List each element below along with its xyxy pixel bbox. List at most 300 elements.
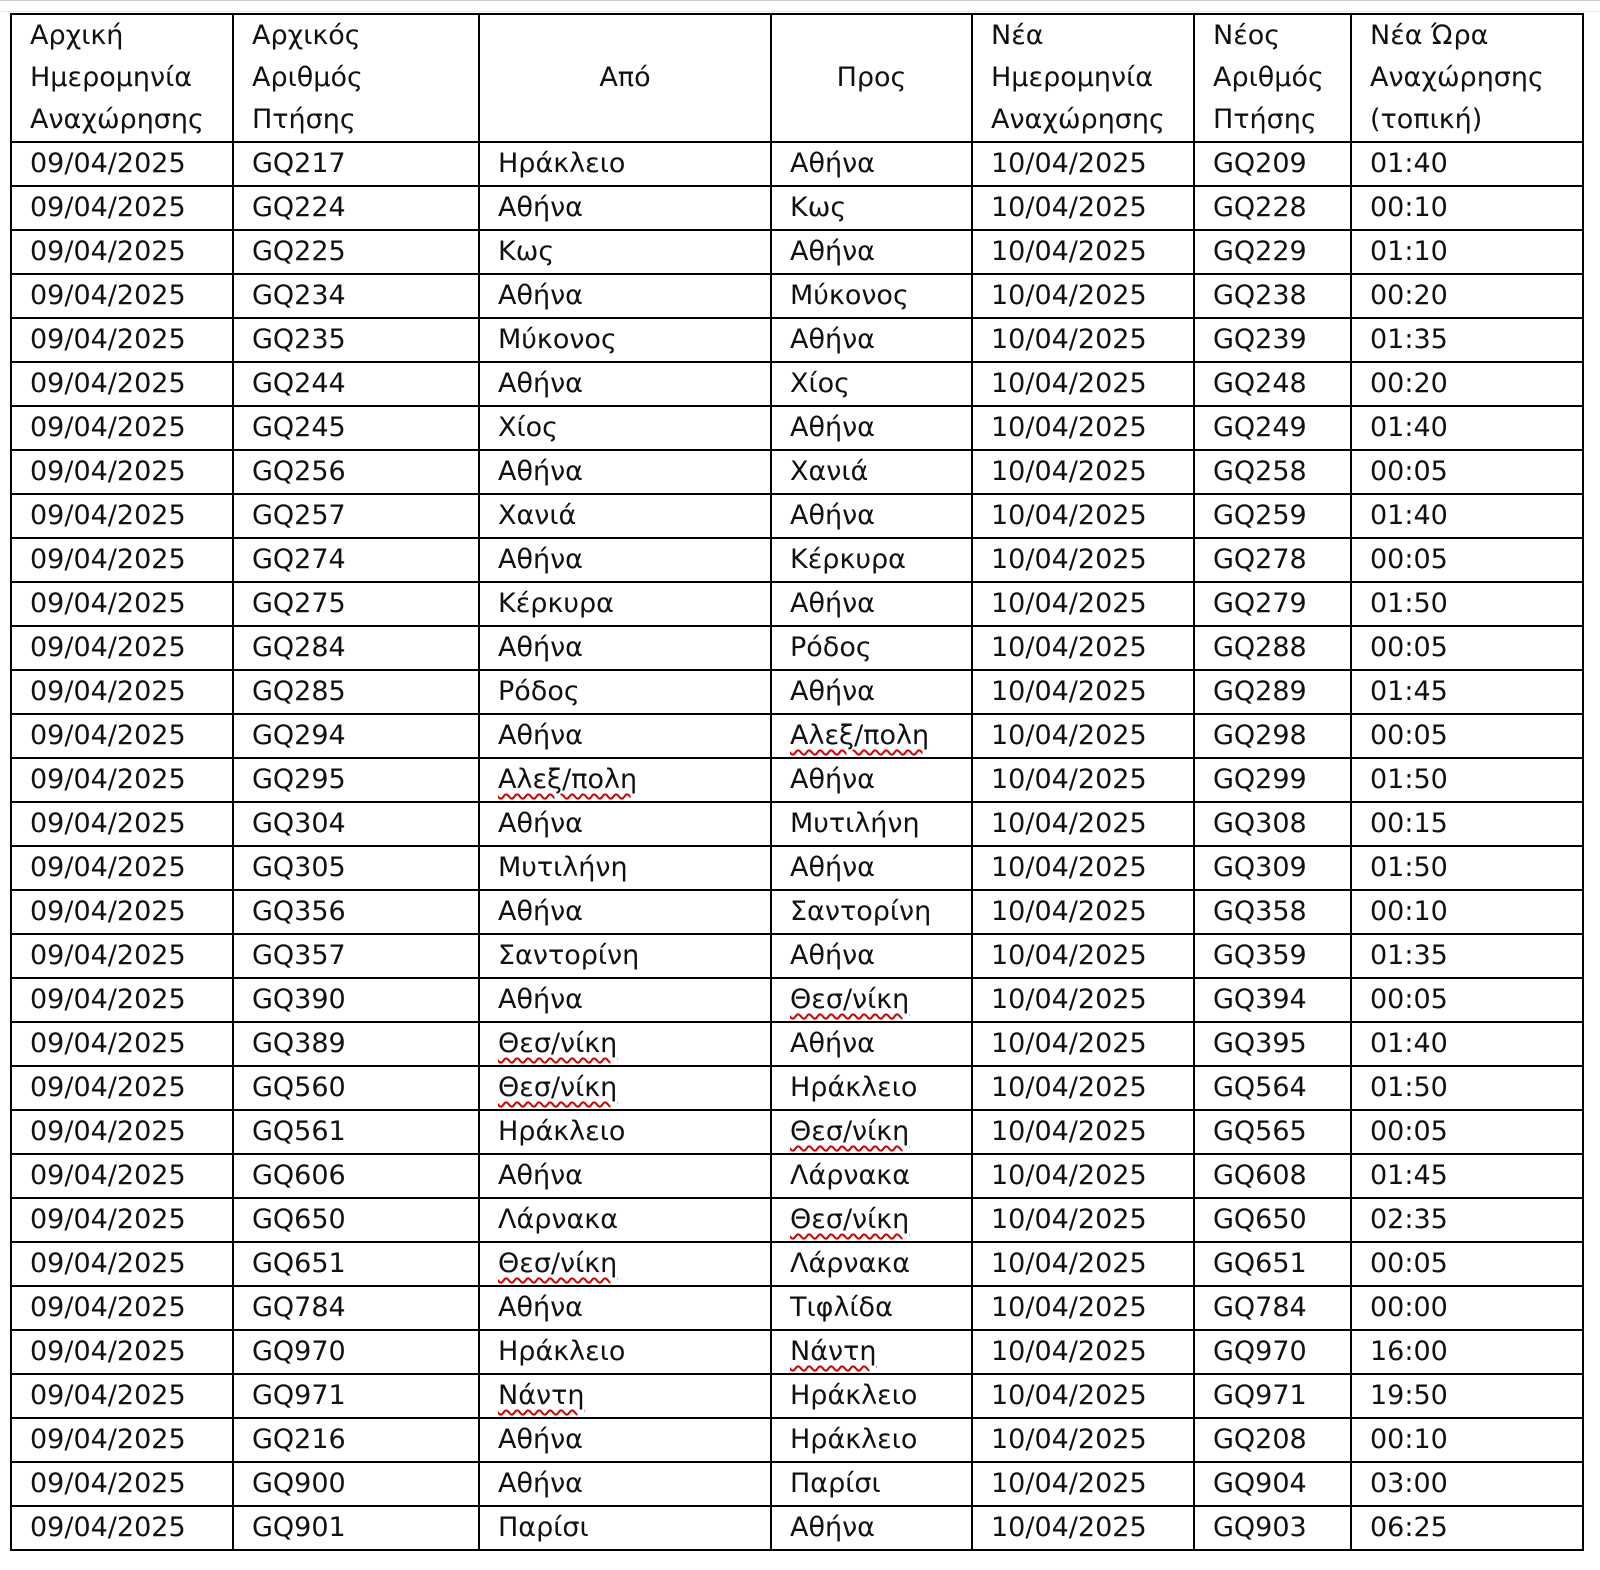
cell-text: GQ259 [1213,500,1307,531]
cell-text: 10/04/2025 [991,1248,1147,1279]
cell-text: 09/04/2025 [30,1204,186,1235]
cell-text: GQ257 [252,500,346,531]
cell-text: 09/04/2025 [30,456,186,487]
cell-to [771,934,972,978]
cell-text: Αλεξ/πολη [498,764,638,795]
cell-text: 10/04/2025 [991,1468,1147,1499]
cell-text: 02:35 [1370,1204,1448,1235]
cell-text: 01:40 [1370,412,1448,443]
cell-from [479,670,771,714]
cell-new-flight [1194,274,1351,318]
cell-new-date [972,670,1194,714]
cell-new-date [972,142,1194,186]
cell-text: 09/04/2025 [30,236,186,267]
header-line: Από [599,62,651,93]
cell-text: Παρίσι [790,1468,881,1499]
cell-original-date [11,362,233,406]
cell-new-date [972,1110,1194,1154]
cell-text: 10/04/2025 [991,280,1147,311]
document-page [10,13,1582,1551]
cell-text: 09/04/2025 [30,940,186,971]
cell-from [479,1022,771,1066]
cell-new-flight [1194,846,1351,890]
cell-new-date [972,582,1194,626]
cell-from [479,758,771,802]
table-row [11,494,1583,538]
cell-new-date [972,1198,1194,1242]
cell-text: GQ248 [1213,368,1307,399]
cell-new-flight [1194,406,1351,450]
cell-from [479,1374,771,1418]
table-row [11,1154,1583,1198]
cell-to [771,494,972,538]
cell-text: GQ284 [252,632,346,663]
cell-text: Νάντη [790,1336,877,1367]
cell-from [479,450,771,494]
cell-text: GQ784 [1213,1292,1307,1323]
cell-original-flight [233,318,479,362]
cell-text: GQ651 [1213,1248,1307,1279]
cell-text: GQ970 [252,1336,346,1367]
cell-new-date [972,494,1194,538]
cell-text: GQ359 [1213,940,1307,971]
cell-text: Χίος [790,368,850,399]
table-row [11,142,1583,186]
cell-to [771,1506,972,1550]
cell-new-time [1351,758,1583,802]
cell-text: Αθήνα [498,544,583,575]
cell-new-time [1351,1286,1583,1330]
cell-new-date [972,1330,1194,1374]
table-row [11,1330,1583,1374]
cell-new-time [1351,1242,1583,1286]
cell-new-date [972,758,1194,802]
cell-new-flight [1194,1198,1351,1242]
header-line: (τοπική) [1370,104,1483,135]
cell-text: 10/04/2025 [991,456,1147,487]
cell-new-date [972,538,1194,582]
cell-text: Αθήνα [790,676,875,707]
cell-new-flight [1194,934,1351,978]
cell-original-date [11,1374,233,1418]
cell-to [771,1198,972,1242]
table-row [11,1022,1583,1066]
cell-text: GQ395 [1213,1028,1307,1059]
cell-original-flight [233,1110,479,1154]
cell-original-date [11,406,233,450]
cell-text: Αθήνα [498,1160,583,1191]
cell-new-flight [1194,802,1351,846]
cell-to [771,758,972,802]
cell-to [771,1374,972,1418]
cell-text: 03:00 [1370,1468,1448,1499]
cell-original-date [11,1110,233,1154]
cell-to [771,1110,972,1154]
cell-new-time [1351,1110,1583,1154]
cell-original-date [11,890,233,934]
cell-new-time [1351,714,1583,758]
cell-text: 10/04/2025 [991,148,1147,179]
cell-original-date [11,1154,233,1198]
cell-text: 10/04/2025 [991,1380,1147,1411]
cell-text: 09/04/2025 [30,808,186,839]
cell-text: GQ394 [1213,984,1307,1015]
cell-new-time [1351,582,1583,626]
cell-text: 09/04/2025 [30,1072,186,1103]
cell-original-date [11,1506,233,1550]
cell-text: Αθήνα [498,456,583,487]
table-row [11,1506,1583,1550]
cell-text: Αθήνα [498,368,583,399]
cell-text: Αλεξ/πολη [790,720,930,751]
cell-new-time [1351,846,1583,890]
cell-new-time [1351,1022,1583,1066]
cell-text: Τιφλίδα [790,1292,893,1323]
cell-text: Θεσ/νίκη [498,1072,618,1103]
cell-from [479,1110,771,1154]
cell-original-date [11,1418,233,1462]
cell-new-flight [1194,538,1351,582]
cell-text: GQ285 [252,676,346,707]
cell-original-flight [233,1462,479,1506]
cell-new-flight [1194,1506,1351,1550]
header-original-flight-number [233,14,479,142]
header-row [11,14,1583,142]
cell-new-date [972,978,1194,1022]
cell-new-time [1351,934,1583,978]
cell-text: GQ608 [1213,1160,1307,1191]
cell-from [479,362,771,406]
cell-to [771,1418,972,1462]
cell-to [771,142,972,186]
cell-to [771,714,972,758]
cell-text: 09/04/2025 [30,280,186,311]
cell-text: Αθήνα [498,1424,583,1455]
header-new-flight-number [1194,14,1351,142]
cell-text: GQ275 [252,588,346,619]
cell-from [479,714,771,758]
cell-text: Λάρνακα [498,1204,618,1235]
cell-text: 09/04/2025 [30,1512,186,1543]
cell-from [479,274,771,318]
cell-original-flight [233,1330,479,1374]
cell-new-time [1351,406,1583,450]
cell-text: GQ258 [1213,456,1307,487]
cell-new-flight [1194,978,1351,1022]
cell-original-date [11,142,233,186]
table-row [11,362,1583,406]
cell-text: Θεσ/νίκη [498,1028,618,1059]
cell-text: GQ298 [1213,720,1307,751]
cell-new-flight [1194,582,1351,626]
cell-to [771,406,972,450]
cell-from [479,1242,771,1286]
header-line: Προς [836,62,907,93]
cell-text: Θεσ/νίκη [790,984,910,1015]
table-row [11,802,1583,846]
table-row [11,1374,1583,1418]
cell-to [771,230,972,274]
cell-original-flight [233,1418,479,1462]
header-line: Νέος [1213,20,1281,51]
cell-to [771,1330,972,1374]
cell-text: 01:40 [1370,1028,1448,1059]
table-body [11,142,1583,1550]
cell-text: GQ256 [252,456,346,487]
cell-text: GQ209 [1213,148,1307,179]
cell-original-date [11,670,233,714]
cell-text: Ηράκλειο [790,1424,918,1455]
cell-new-flight [1194,1022,1351,1066]
cell-original-date [11,846,233,890]
cell-original-flight [233,230,479,274]
cell-to [771,582,972,626]
cell-text: Χανιά [790,456,869,487]
cell-original-flight [233,1154,479,1198]
cell-text: GQ650 [1213,1204,1307,1235]
cell-text: 10/04/2025 [991,324,1147,355]
cell-text: Κέρκυρα [790,544,906,575]
cell-new-flight [1194,1242,1351,1286]
cell-text: 01:35 [1370,940,1448,971]
cell-original-date [11,1286,233,1330]
cell-text: 19:50 [1370,1380,1448,1411]
cell-text: 09/04/2025 [30,764,186,795]
cell-new-flight [1194,450,1351,494]
cell-text: Αθήνα [498,280,583,311]
cell-text: GQ358 [1213,896,1307,927]
cell-text: Νάντη [498,1380,585,1411]
cell-new-time [1351,142,1583,186]
cell-original-date [11,1022,233,1066]
table-row [11,758,1583,802]
cell-to [771,670,972,714]
cell-text: 10/04/2025 [991,236,1147,267]
cell-new-flight [1194,230,1351,274]
cell-text: Σαντορίνη [790,896,932,927]
cell-text: GQ971 [1213,1380,1307,1411]
cell-text: 01:45 [1370,1160,1448,1191]
cell-new-time [1351,362,1583,406]
table-row [11,274,1583,318]
cell-original-flight [233,802,479,846]
cell-text: Ρόδος [790,632,872,663]
cell-text: 10/04/2025 [991,1160,1147,1191]
cell-from [479,1154,771,1198]
cell-new-flight [1194,1418,1351,1462]
cell-text: 01:50 [1370,1072,1448,1103]
cell-new-flight [1194,1154,1351,1198]
cell-text: Αθήνα [790,500,875,531]
header-line: Αριθμός [252,62,363,93]
cell-text: GQ784 [252,1292,346,1323]
cell-original-date [11,978,233,1022]
cell-text: 09/04/2025 [30,368,186,399]
cell-to [771,1242,972,1286]
cell-text: GQ217 [252,148,346,179]
cell-original-flight [233,142,479,186]
cell-text: 00:00 [1370,1292,1448,1323]
table-row [11,890,1583,934]
cell-text: Αθήνα [790,1028,875,1059]
cell-original-date [11,1462,233,1506]
cell-to [771,978,972,1022]
cell-text: GQ304 [252,808,346,839]
cell-text: GQ225 [252,236,346,267]
cell-new-time [1351,1374,1583,1418]
cell-to [771,846,972,890]
cell-original-flight [233,362,479,406]
cell-original-flight [233,846,479,890]
cell-from [479,494,771,538]
cell-new-time [1351,1330,1583,1374]
cell-text: GQ971 [252,1380,346,1411]
cell-new-date [972,1462,1194,1506]
cell-new-time [1351,186,1583,230]
cell-new-date [972,1022,1194,1066]
cell-text: GQ305 [252,852,346,883]
cell-new-flight [1194,1330,1351,1374]
cell-new-date [972,626,1194,670]
cell-text: GQ278 [1213,544,1307,575]
cell-new-flight [1194,1374,1351,1418]
cell-text: GQ308 [1213,808,1307,839]
cell-original-flight [233,670,479,714]
cell-to [771,274,972,318]
cell-original-flight [233,274,479,318]
cell-text: Σαντορίνη [498,940,640,971]
cell-to [771,362,972,406]
cell-original-flight [233,1242,479,1286]
cell-from [479,626,771,670]
cell-text: 01:50 [1370,852,1448,883]
top-rule [0,0,1600,12]
cell-original-flight [233,978,479,1022]
header-new-departure-date [972,14,1194,142]
cell-original-flight [233,1286,479,1330]
cell-text: GQ970 [1213,1336,1307,1367]
cell-text: 10/04/2025 [991,1292,1147,1323]
cell-to [771,1022,972,1066]
cell-text: GQ244 [252,368,346,399]
table-row [11,1110,1583,1154]
cell-text: Αθήνα [790,852,875,883]
cell-original-flight [233,1506,479,1550]
cell-text: 09/04/2025 [30,1116,186,1147]
cell-from [479,1462,771,1506]
cell-to [771,1286,972,1330]
cell-new-flight [1194,1462,1351,1506]
cell-original-date [11,1330,233,1374]
cell-new-time [1351,494,1583,538]
cell-new-time [1351,1066,1583,1110]
cell-text: 09/04/2025 [30,588,186,619]
cell-text: GQ309 [1213,852,1307,883]
header-line: Αναχώρησης [30,104,204,135]
cell-text: Κως [498,236,555,267]
cell-text: 10/04/2025 [991,1072,1147,1103]
cell-new-date [972,1286,1194,1330]
cell-text: GQ294 [252,720,346,751]
table-row [11,538,1583,582]
cell-original-flight [233,1066,479,1110]
cell-from [479,142,771,186]
cell-new-date [972,186,1194,230]
cell-text: GQ249 [1213,412,1307,443]
cell-new-flight [1194,758,1351,802]
cell-text: Κέρκυρα [498,588,614,619]
cell-text: 00:05 [1370,1116,1448,1147]
cell-text: 06:25 [1370,1512,1448,1543]
cell-text: Αθήνα [790,148,875,179]
cell-text: Ηράκλειο [498,1116,626,1147]
cell-new-flight [1194,142,1351,186]
cell-text: Αθήνα [790,588,875,619]
table-header [11,14,1583,142]
cell-text: 09/04/2025 [30,1160,186,1191]
cell-new-time [1351,978,1583,1022]
cell-original-flight [233,450,479,494]
cell-original-date [11,494,233,538]
cell-text: 09/04/2025 [30,500,186,531]
cell-new-time [1351,1418,1583,1462]
cell-text: 10/04/2025 [991,764,1147,795]
cell-new-date [972,362,1194,406]
cell-text: GQ564 [1213,1072,1307,1103]
header-line: Πτήσης [252,104,356,135]
cell-text: GQ229 [1213,236,1307,267]
cell-from [479,538,771,582]
cell-original-date [11,318,233,362]
cell-text: Αθήνα [498,1468,583,1499]
cell-text: GQ216 [252,1424,346,1455]
cell-text: GQ565 [1213,1116,1307,1147]
cell-new-date [972,274,1194,318]
cell-text: GQ651 [252,1248,346,1279]
cell-text: Αθήνα [790,1512,875,1543]
cell-text: GQ289 [1213,676,1307,707]
cell-text: GQ234 [252,280,346,311]
cell-new-flight [1194,890,1351,934]
cell-text: Ηράκλειο [498,148,626,179]
cell-original-date [11,538,233,582]
cell-new-date [972,1066,1194,1110]
cell-new-date [972,406,1194,450]
cell-to [771,802,972,846]
cell-text: GQ901 [252,1512,346,1543]
cell-text: Χανιά [498,500,577,531]
cell-original-date [11,230,233,274]
cell-original-date [11,626,233,670]
cell-to [771,626,972,670]
cell-text: Μυτιλήνη [790,808,920,839]
cell-text: 01:40 [1370,148,1448,179]
cell-text: 10/04/2025 [991,1204,1147,1235]
cell-new-time [1351,1462,1583,1506]
cell-new-date [972,1506,1194,1550]
cell-from [479,1198,771,1242]
cell-text: GQ357 [252,940,346,971]
cell-original-flight [233,494,479,538]
cell-new-time [1351,1506,1583,1550]
cell-original-flight [233,582,479,626]
cell-original-date [11,186,233,230]
cell-new-time [1351,230,1583,274]
cell-original-flight [233,186,479,230]
cell-to [771,538,972,582]
cell-from [479,846,771,890]
cell-original-flight [233,934,479,978]
